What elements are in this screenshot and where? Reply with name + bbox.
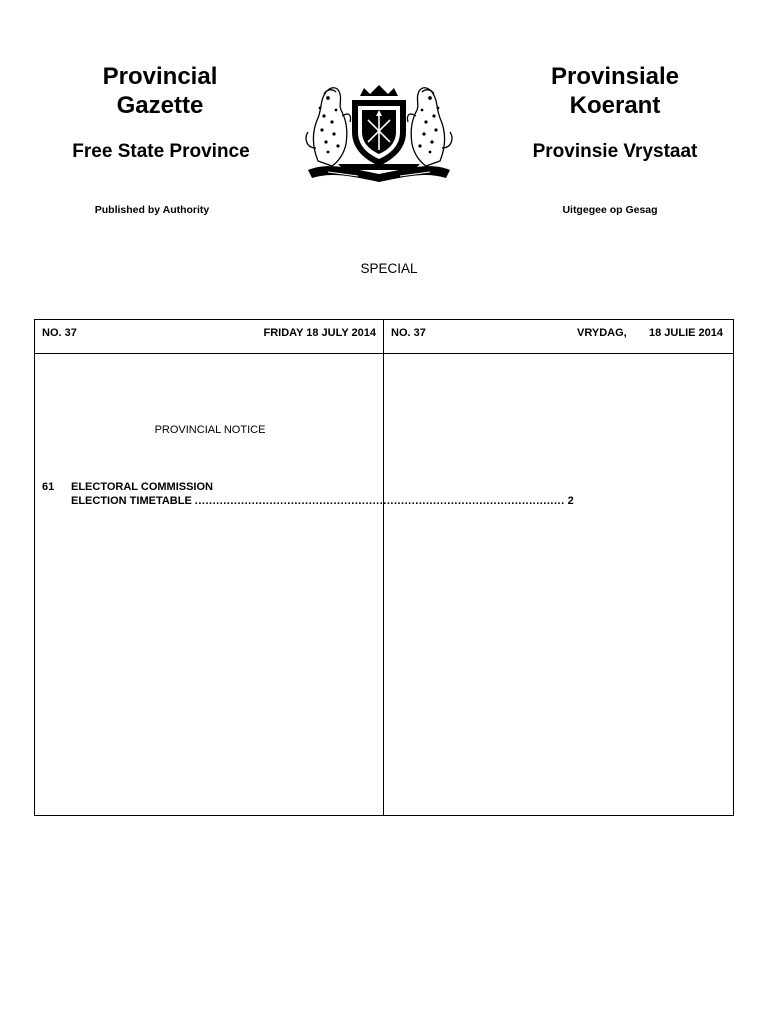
- contents-frame: [34, 319, 734, 816]
- province-name-english: Free State Province: [72, 141, 250, 162]
- dot-leader: ........................................................................................................: [194, 495, 565, 507]
- gazette-title-english: [50, 62, 270, 120]
- province-name-afrikaans: Provinsie Vrystaat: [532, 141, 698, 162]
- column-divider: [383, 320, 384, 815]
- issue-number-english: NO. 37: [42, 327, 77, 339]
- provincial-notice-heading: PROVINCIAL NOTICE: [154, 424, 266, 436]
- issue-day-afrikaans: VRYDAG,: [577, 327, 627, 339]
- issue-date-afrikaans: 18 JULIE 2014: [649, 327, 723, 339]
- uitgegee-op-gesag-label: Uitgegee op Gesag: [562, 204, 658, 216]
- notice-title-line1: ELECTORAL COMMISSION: [71, 481, 213, 493]
- published-by-authority-label: Published by Authority: [94, 204, 210, 216]
- header-divider: [35, 353, 733, 354]
- gazette-title-afrikaans: [505, 62, 725, 120]
- notice-title-line2[interactable]: [71, 495, 574, 507]
- issue-number-afrikaans: NO. 37: [391, 327, 426, 339]
- title-line: Provincial: [102, 63, 218, 90]
- title-line: Koerant: [569, 92, 661, 119]
- special-edition-label: SPECIAL: [360, 261, 418, 276]
- title-line: Gazette: [116, 92, 204, 119]
- coat-of-arms-icon: [298, 76, 460, 188]
- notice-number: 61: [42, 481, 55, 493]
- notice-page-number: 2: [567, 495, 574, 507]
- title-line: Provinsiale: [550, 63, 680, 90]
- notice-title-text: ELECTION TIMETABLE: [71, 495, 192, 507]
- issue-date-english: FRIDAY 18 JULY 2014: [263, 327, 376, 339]
